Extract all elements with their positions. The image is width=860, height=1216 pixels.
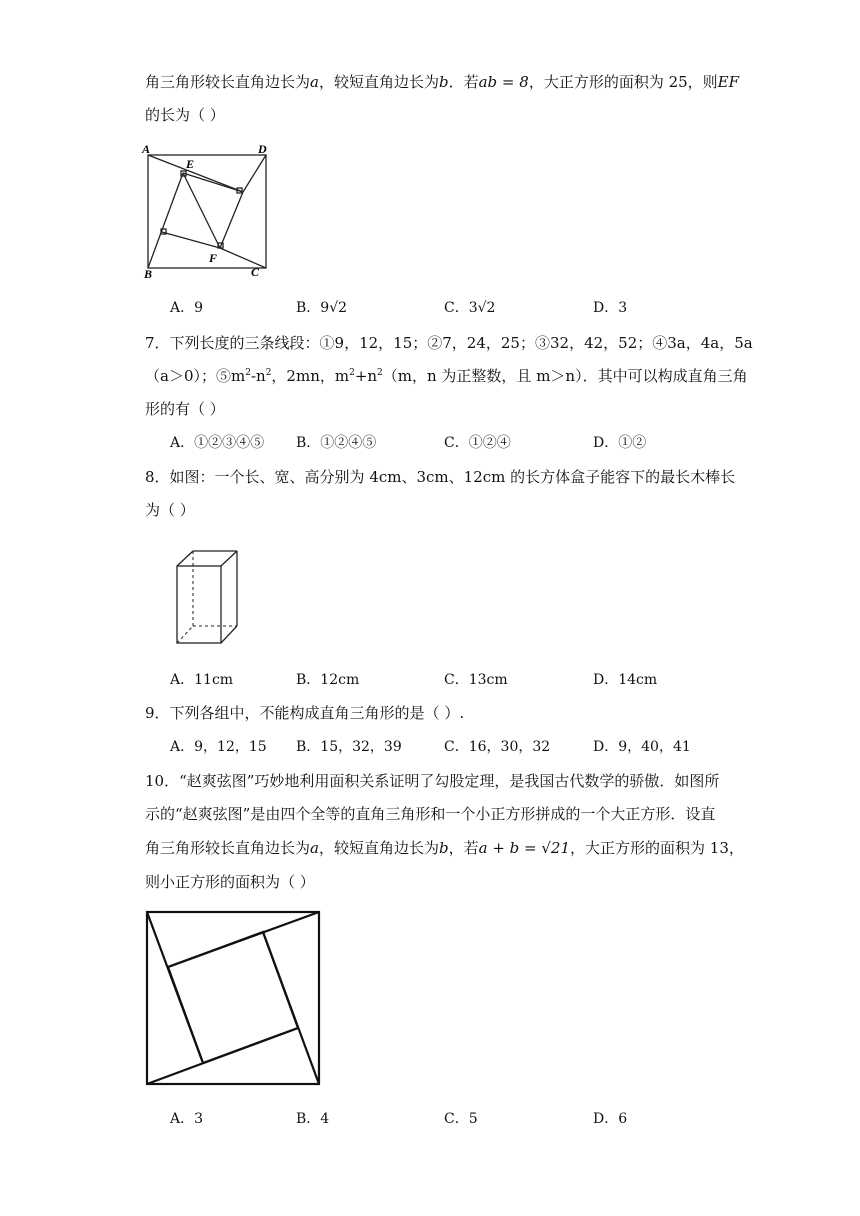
q10-text-line4: 则小正方形的面积为（ ）	[145, 873, 315, 891]
q6-option-a[interactable]: A．9	[170, 300, 204, 316]
var-b: b	[438, 73, 449, 91]
q6-text: ．若	[448, 73, 479, 91]
var-a: a	[310, 73, 319, 91]
large-square	[147, 912, 319, 1084]
small-square	[168, 932, 298, 1063]
q8-option-a[interactable]: A．11cm	[170, 672, 234, 688]
label-b: B	[144, 267, 153, 281]
q6-option-c[interactable]: C．3√2	[444, 300, 496, 316]
q7-option-a[interactable]: A．①②③④⑤	[170, 435, 265, 451]
q6-figure	[140, 140, 280, 280]
q10-option-d[interactable]: D．6	[593, 1111, 628, 1127]
label-a: A	[142, 142, 151, 156]
q8-option-d[interactable]: D．14cm	[593, 672, 658, 688]
q7-text-line1: 7．下列长度的三条线段：①9，12，15；②7，24，25；③32，42，52；④3a，4a，5a	[145, 334, 753, 352]
q7-text-line2: （a＞0）；$⑤m^2-n^2$，2mn，$m^2+n^2(m$，n 为正整数，且 m＞n）．其中可以构成直角三角	[145, 367, 748, 385]
q6-text-line1	[145, 72, 739, 92]
q10-text-line2: 示的“赵爽弦图”是由四个全等的直角三角形和一个小正方形拼成的一个大正方形．设直	[145, 805, 716, 823]
q8-option-b[interactable]: B．12cm	[296, 672, 360, 688]
q6-text-line2: 的长为（ ）	[145, 106, 225, 124]
q10-option-a[interactable]: A．3	[170, 1111, 204, 1127]
label-c: C	[251, 265, 260, 279]
label-f: F	[209, 251, 218, 265]
q9-option-b[interactable]: B．15，32，39	[296, 739, 402, 755]
zhao-shuang-figure	[142, 906, 322, 1086]
q6-condition: ab = 8	[478, 73, 529, 91]
q9-text-line1: 9．下列各组中，不能构成直角三角形的是（ ）.	[145, 704, 465, 722]
q10-text-line1: 10．“赵爽弦图”巧妙地利用面积关系证明了勾股定理，是我国古代数学的骄傲．如图所	[145, 772, 720, 790]
q6-text: ，较短直角边长为	[318, 73, 439, 91]
var-b: b	[438, 839, 449, 857]
q6-text: 角三角形较长直角边长为	[145, 73, 311, 91]
q10-option-c[interactable]: C．5	[444, 1111, 478, 1127]
q8-text-line1: 8．如图：一个长、宽、高分别为 4cm、3cm、12cm 的长方体盒子能容下的最长木棒长	[145, 468, 736, 486]
q9-option-d[interactable]: D．9，40，41	[593, 739, 691, 755]
q8-text-line2: 为（ ）	[145, 501, 195, 519]
q10-text-line3: 角三角形较长直角边长为a，较短直角边长为b，若a + b = √21，大正方形的面积为 13，	[145, 839, 744, 857]
outer-square	[148, 155, 266, 268]
var-a: a	[310, 839, 319, 857]
q7-option-c[interactable]: C．①②④	[444, 435, 511, 451]
q9-option-c[interactable]: C．16，30，32	[444, 739, 551, 755]
q6-text: ，大正方形的面积为 25，则	[528, 73, 718, 91]
segment-ef: EF	[717, 73, 740, 91]
q9-option-a[interactable]: A．9，12，15	[170, 739, 267, 755]
q8-box-figure	[170, 546, 250, 646]
q7-text-line3: 形的有（ ）	[145, 400, 225, 418]
q10-condition: a + b = √21	[478, 839, 571, 857]
q10-option-b[interactable]: B．4	[296, 1111, 330, 1127]
q6-option-b[interactable]: B．9√2	[296, 300, 348, 316]
label-e: E	[186, 157, 195, 171]
label-d: D	[258, 142, 267, 156]
segment-ad-inner	[148, 155, 243, 192]
q7-option-d[interactable]: D．①②	[593, 435, 647, 451]
q7-option-b[interactable]: B．①②④⑤	[296, 435, 377, 451]
q6-option-d[interactable]: D．3	[593, 300, 628, 316]
q8-option-c[interactable]: C．13cm	[444, 672, 508, 688]
